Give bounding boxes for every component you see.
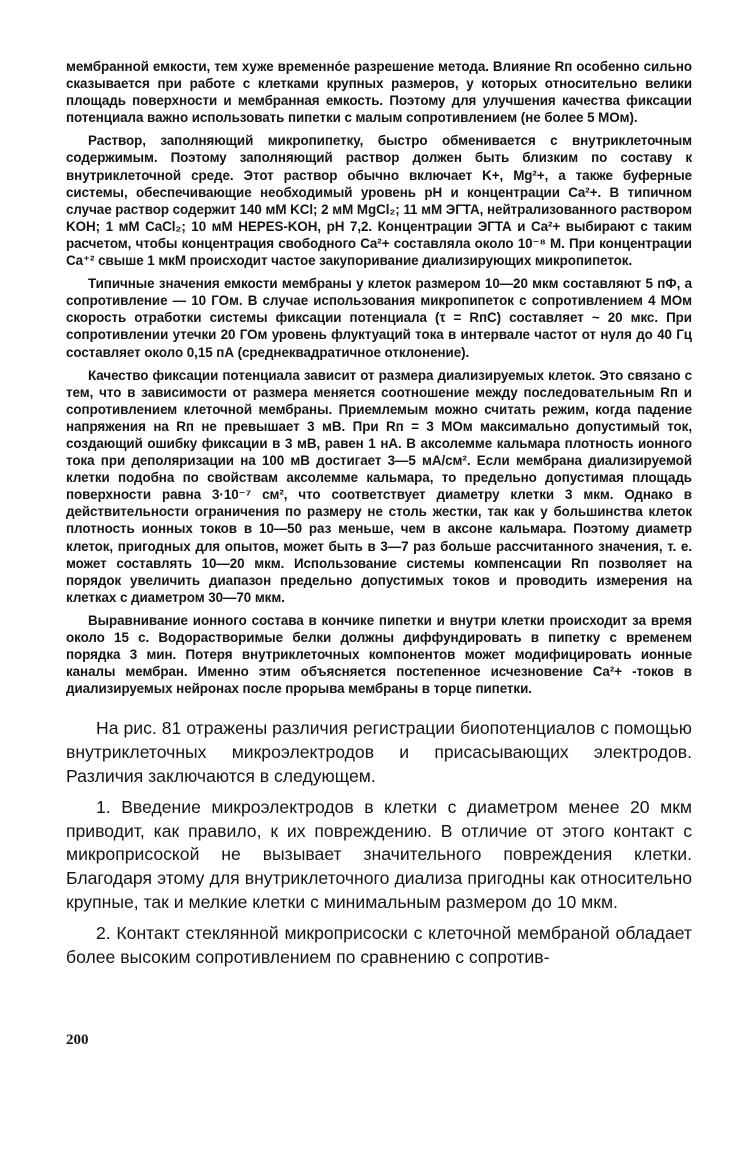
paragraph-difference-1: 1. Введение микроэлектродов в клетки с диаметром менее 20 мкм приводит, как правило, к их повреждению. В отличие от этого контакт с микроприсоской не вызывает значительного повреждения клетки. Благодаря этому для внутриклеточного диализа пригодны как относительно крупные, так и мелкие клетки с минимальным размером до 10 мкм. [66,797,692,912]
page-number: 200 [66,1032,89,1048]
paragraph-pipette-solution: Раствор, заполняющий микропипетку, быстро обменивается с внутриклеточным содержимым. Поэтому заполняющий раствор должен быть близким по составу к внутриклеточной среде. Этот раствор обычно включает K+, Mg²+, а также буферные системы, обеспечивающие необходимый уровень pH и концентрации Ca²+. В типичном случае раствор содержит 140 мМ KCl; 2 мМ MgCl₂; 11 мМ ЭГТА, нейтрализованного раствором KOH; 1 мМ CaCl₂; 10 мМ HEPES-KOH, pH 7,2. Концентрации ЭГТА и Ca²+ выбирают с таким расчетом, чтобы концентрация свободного Ca²+ составляла около 10⁻⁸ М. При концентрации Ca⁺² свыше 1 мкМ происходит частое закупоривание диализирующих микропипеток. [66,133,692,269]
paragraph-ionic-equilibration: Выравнивание ионного состава в кончике пипетки и внутри клетки происходит за время около 15 с. Водорастворимые белки должны диффундировать в пипетку с временем порядка 3 мин. Потеря внутриклеточных компонентов может модифицировать ионные каналы мембран. Именно этим объясняется постепенное исчезновение Ca²+ -токов в диализируемых нейронах после прорыва мембраны в торце пипетки. [66,612,692,697]
page-body [66,58,692,969]
small-print-section [66,58,692,697]
paragraph-membrane-capacity: мембранной емкости, тем хуже временнóе разрешение метода. Влияние Rп особенно сильно сказывается при работе с клетками крупных размеров, у которых относительно велики площадь поверхности и мембранная емкость. Поэтому для улучшения качества фиксации потенциала важно использовать пипетки с малым сопротивлением (не более 5 МОм). [66,59,692,126]
main-text-section [66,717,692,969]
paragraph-figure-81: На рис. 81 отражены различия регистрации биопотенциалов с помощью внутриклеточных микроэлектродов и присасывающих электродов. Различия заключаются в следующем. [66,718,692,786]
paragraph-typical-values: Типичные значения емкости мембраны у клеток размером 10—20 мкм составляют 5 пФ, а сопротивление — 10 ГОм. В случае использования микропипеток с сопротивлением 4 МОм скорость отработки системы фиксации потенциала (τ = RпC) составляет ~ 20 мкс. При сопротивлении утечки 20 ГОм уровень флуктуаций тока в интервале частот от нуля до 40 Гц составляет около 0,15 пА (среднеквадратичное отклонение). [66,276,692,360]
paragraph-difference-2: 2. Контакт стеклянной микроприсоски с клеточной мембраной обладает более высоким сопротивлением по сравнению с сопротив- [66,923,692,967]
paragraph-clamp-quality: Качество фиксации потенциала зависит от размера диализируемых клеток. Это связано с тем, что в зависимости от размера меняется соотношение между последовательным Rп и сопротивлением клеточной мембраны. Приемлемым можно считать режим, когда падение напряжения на Rп не превышает 3 мВ. При Rп = 3 МОм максимально допустимый ток, создающий ошибку фиксации в 3 мВ, равен 1 нА. В аксолемме кальмара плотность ионного тока при деполяризации на 100 мВ достигает 3—5 мА/см². Если мембрана диализируемой клетки подобна по свойствам аксолемме кальмара, то предельно допустимая площадь поверхности равна 3·10⁻⁷ см², что соответствует диаметру клетки 3 мкм. Однако в действительности ограничения по размеру не столь жестки, так как у большинства клеток плотность ионных токов в 10—50 раз меньше, чем в аксоне кальмара. Поэтому диаметр клеток, пригодных для опытов, может быть в 3—7 раз больше рассчитанного значения, т. е. может составлять 10—20 мкм. Использование системы компенсации Rп позволяет на порядок увеличить диапазон предельно допустимых токов и проводить измерения на клетках с диаметром 30—70 мкм. [66,367,692,605]
